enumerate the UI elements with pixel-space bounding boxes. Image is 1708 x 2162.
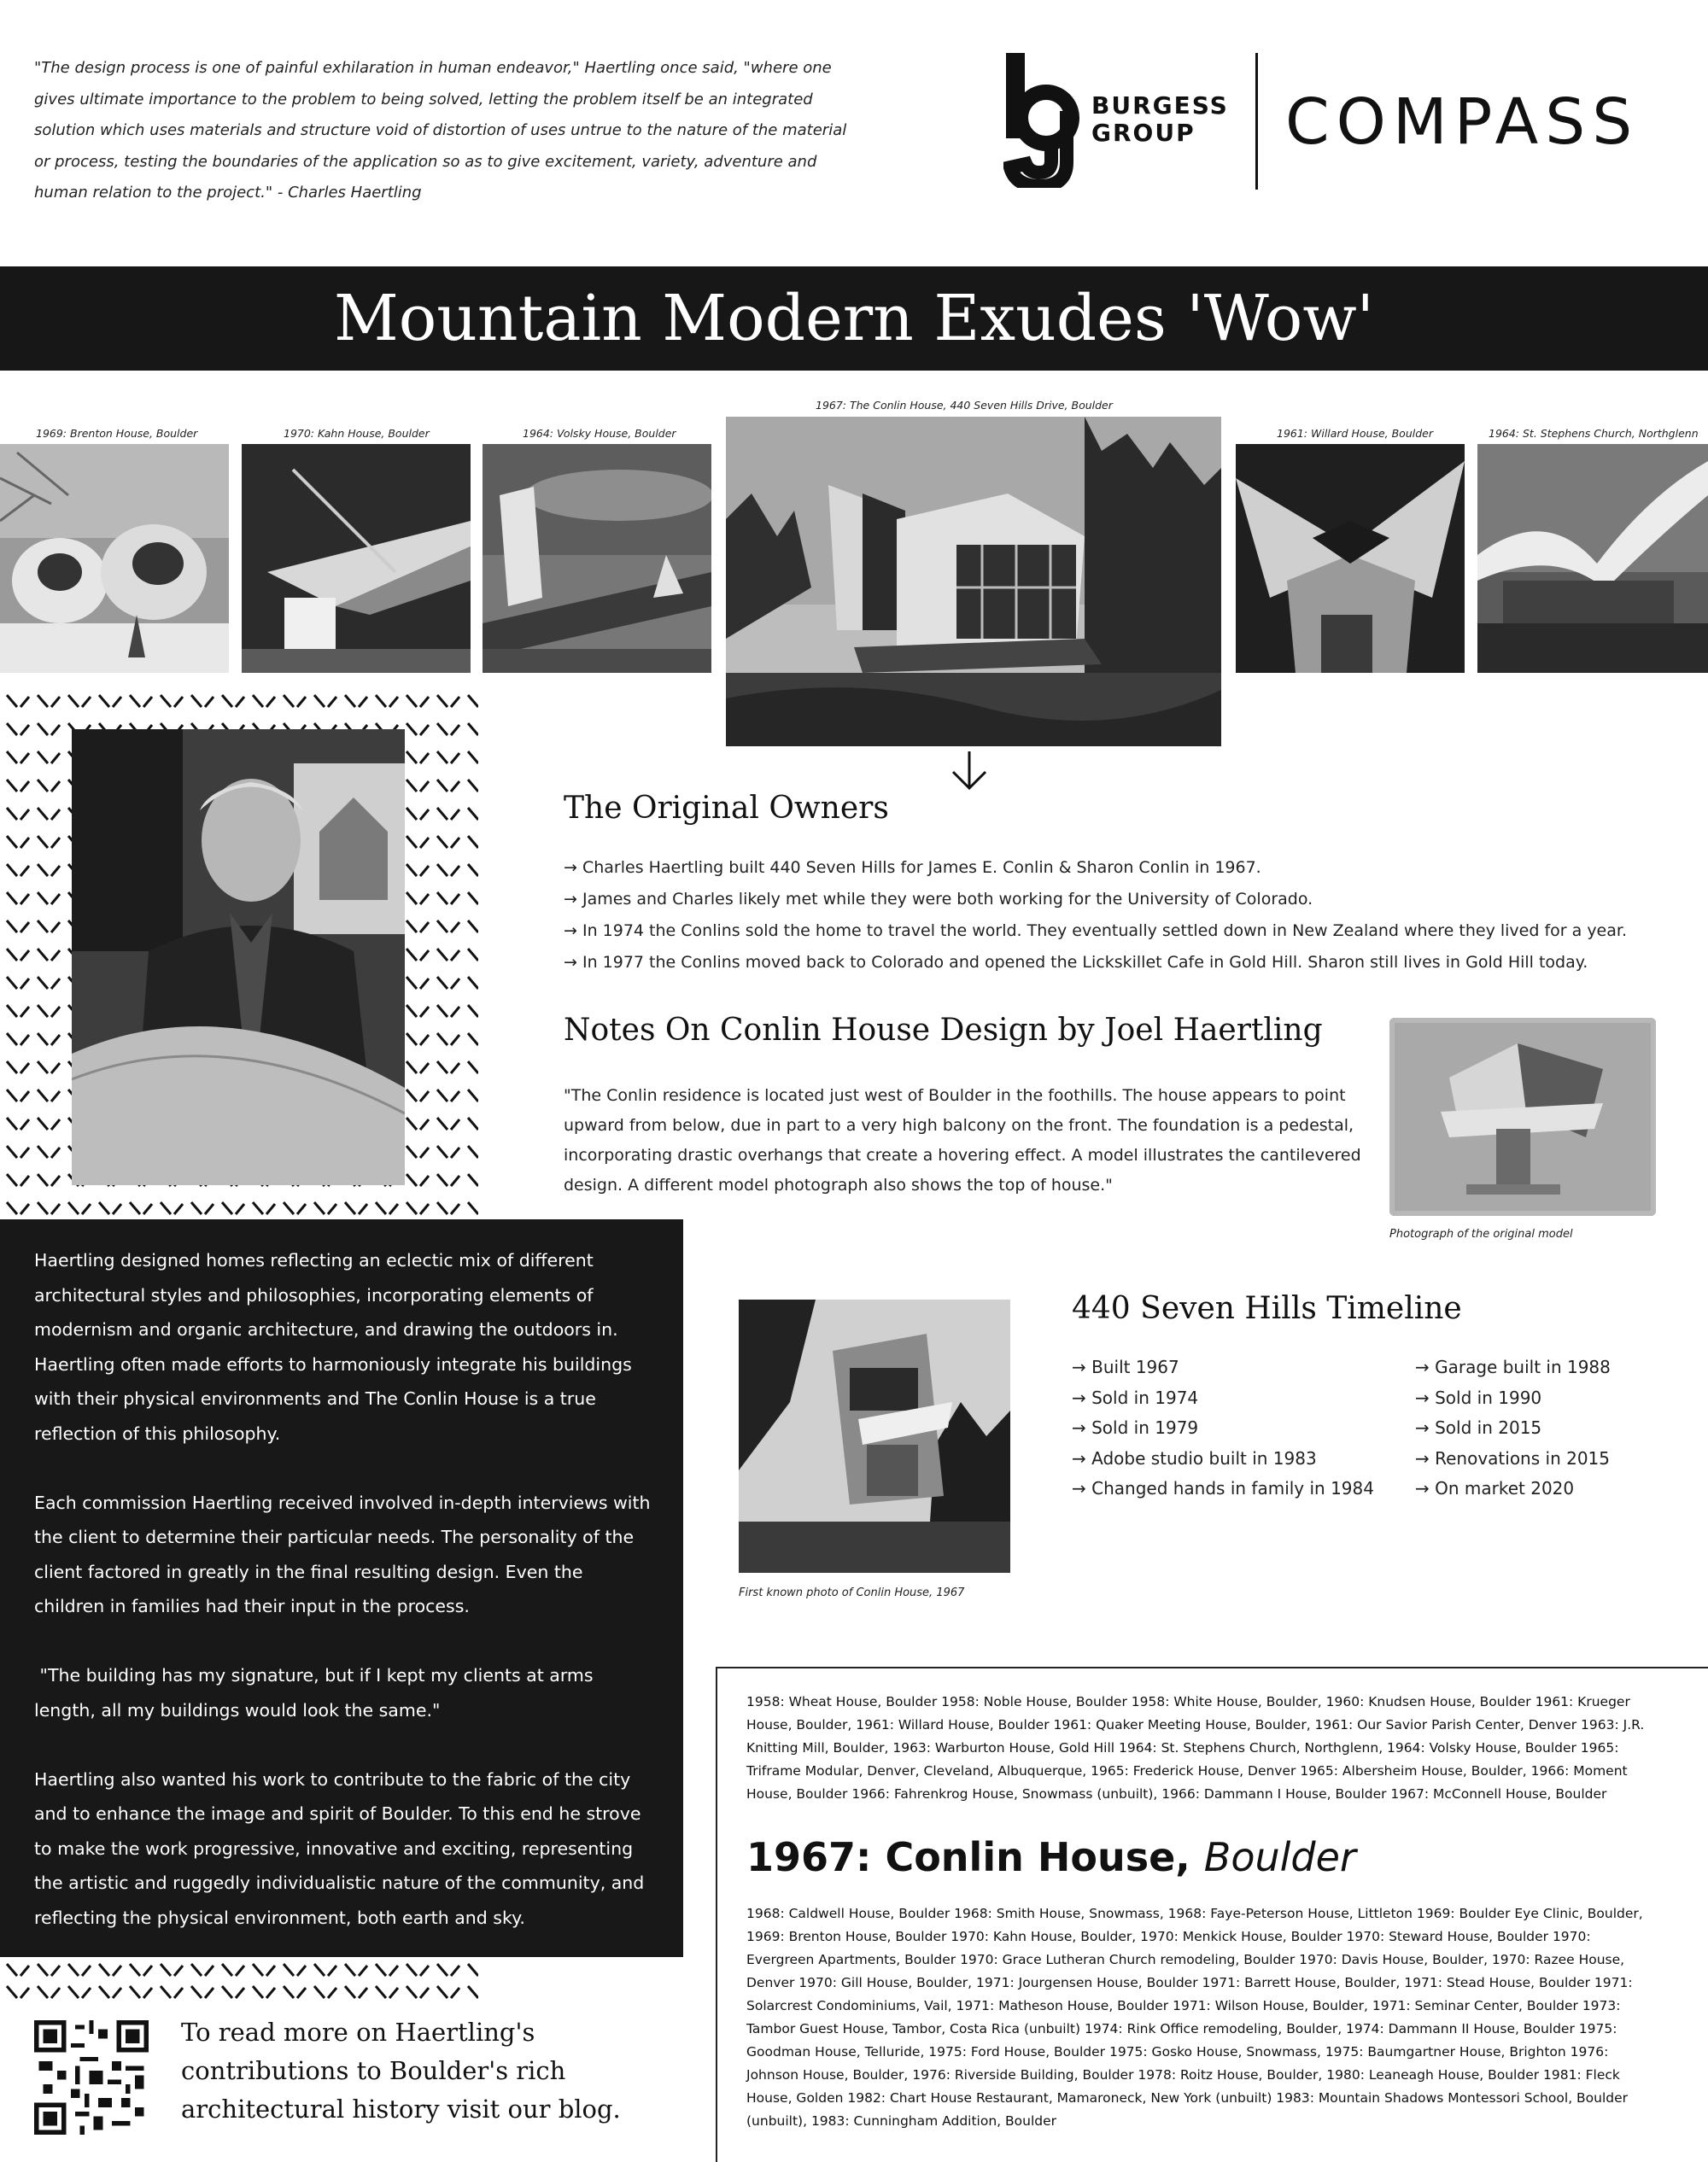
photo-caption-kahn: 1970: Kahn House, Boulder: [284, 427, 430, 440]
photo-caption-brenton: 1969: Brenton House, Boulder: [36, 427, 198, 440]
works-box-border-left: [716, 1667, 717, 2162]
about-paragraph: Haertling designed homes reflecting an eclectic mix of different architectural styles and philosophies, incorporating elements of modernism and organic architecture, and drawing the outdoors in. Haertling often made efforts to harmoniously integrate his buildings with their physical environments and The Conlin House is a true reflection of this philosophy.: [34, 1250, 632, 1444]
compass-logo: COMPASS: [1285, 85, 1640, 159]
timeline-item: → Sold in 2015: [1415, 1417, 1542, 1438]
st-stephens-church-image: [1477, 444, 1708, 673]
volsky-house-image: [483, 444, 711, 673]
header-quote: "The design process is one of painful exhilaration in human endeavor," Haertling once said, "where one gives ultimate importance to the problem to being solved, letting the problem itself be an integrated solution which uses materials and structure void of distortion of uses untrue to the nature of the material or process, testing the boundaries of the application so as to give excitement, variety, adventure and human relation to the project." - Charles Haertling: [34, 59, 847, 202]
portrait-charles-haertling: [72, 729, 405, 1185]
notes-heading: Notes On Conlin House Design by Joel Haertling: [564, 1013, 1323, 1048]
burgess-wordmark-line1: BURGESS: [1091, 91, 1229, 120]
blog-qr-code[interactable]: [34, 2020, 149, 2135]
owners-heading: The Original Owners: [564, 791, 889, 826]
photo-caption-conlin: 1967: The Conlin House, 440 Seven Hills Drive, Boulder: [816, 399, 1113, 412]
photo-caption-st-stephens: 1964: St. Stephens Church, Northglenn: [1489, 427, 1699, 440]
timeline-heading: 440 Seven Hills Timeline: [1072, 1291, 1462, 1326]
photo-caption-willard: 1961: Willard House, Boulder: [1277, 427, 1433, 440]
conlin-house-highlight: [746, 1834, 1356, 1880]
timeline-item: → Sold in 1979: [1072, 1417, 1199, 1438]
blog-cta-text: To read more on Haertling's contributions to Boulder's rich architectural history visit our blog.: [181, 2018, 621, 2124]
burgess-group-wordmark: [1091, 92, 1229, 147]
page-title: Mountain Modern Exudes 'Wow': [333, 282, 1375, 355]
owners-item: → In 1977 the Conlins moved back to Colorado and opened the Lickskillet Cafe in Gold Hill. Sharon still lives in Gold Hill today.: [564, 953, 1588, 972]
photo-caption-volsky: 1964: Volsky House, Boulder: [523, 427, 676, 440]
timeline-item: → Changed hands in family in 1984: [1072, 1478, 1374, 1499]
works-list-after: 1968: Caldwell House, Boulder 1968: Smith House, Snowmass, 1968: Faye-Peterson House, Littleton 1969: Boulder Eye Clinic, Boulder, 1969: Brenton House, Boulder 1970: Kahn House, Boulder, 1970: Menkick House, Boulder 1970: Steward House, Boulder 1970: Evergreen Apartments, Boulder 1970: Grace Lutheran Church remodeling, Boulder 1970: Davis House, Boulder, 1970: Razee House, Denver 1970: Gill House, Boulder, 1971: Jourgensen House, Boulder 1971: Barrett House, Boulder, 1971: Stead House, Boulder 1971: Solarcrest Condominiums, Vail, 1971: Matheson House, Boulder 1971: Wilson House, Boulder, 1971: Seminar Center, Boulder 1973: Tambor Guest House, Tambor, Costa Rica (unbuilt) 1974: Rink Office remodeling, Boulder, 1974: Dammann II House, Boulder 1975: Goodman House, Telluride, 1975: Ford House, Boulder 1975: Gosko House, Snowmass, 1975: Baumgartner House, Brighton 1976: Johnson House, Boulder, 1976: Riverside Building, Boulder 1978: Roitz House, Boulder, 1980: Leaneagh House, Boulder 1981: Fleck House, Golden 1982: Chart House Restaurant, Mamaroneck, New York (unbuilt) 1983: Mountain Shadows Montessori School, Boulder (unbuilt), 1983: Cunningham Addition, Boulder: [746, 1906, 1643, 2129]
photo-kahn-house: [242, 444, 471, 673]
works-list-before: 1958: Wheat House, Boulder 1958: Noble House, Boulder 1958: White House, Boulder, 1960: Knudsen House, Boulder 1961: Krueger House, Boulder, 1961: Willard House, Boulder 1961: Quaker Meeting House, Boulder, 1961: Our Savior Parish Center, Denver 1963: J.R. Knitting Mill, Boulder, 1963: Warburton House, Gold Hill 1964: St. Stephens Church, Northglenn, 1964: Volsky House, Boulder 1965: Triframe Modular, Denver, Cleveland, Albuquerque, 1965: Frederick House, Denver 1965: Albersheim House, Boulder, 1966: Moment House, Boulder 1966: Fahrenkrog House, Snowmass (unbuilt), 1966: Dammann I House, Boulder 1967: McConnell House, Boulder: [746, 1694, 1645, 1802]
logo-divider: [1255, 53, 1258, 190]
photo-original-model: [1389, 1018, 1656, 1216]
photo-volsky-house: [483, 444, 711, 673]
willard-house-image: [1236, 444, 1465, 673]
portrait-image: [72, 729, 405, 1185]
timeline-item: → Built 1967: [1072, 1357, 1179, 1377]
conlin-house-image: [726, 417, 1221, 746]
conlin-highlight-title: 1967: Conlin House,: [746, 1834, 1190, 1880]
timeline-item: → Sold in 1990: [1415, 1387, 1542, 1408]
model-image: [1389, 1018, 1656, 1216]
timeline-item: → Sold in 1974: [1072, 1387, 1199, 1408]
about-haertling-text: [34, 1243, 658, 1970]
timeline-column-1: [1072, 1353, 1374, 1505]
photo-brenton-house: [0, 444, 229, 673]
burgess-group-logo: [1003, 51, 1106, 188]
about-paragraph: Each commission Haertling received involved in-depth interviews with the client to determine their particular needs. The personality of the client factored in greatly in the final resulting design. Even the children in families had their input in the process.: [34, 1492, 651, 1616]
about-paragraph: Haertling also wanted his work to contribute to the fabric of the city and to enhance the image and spirit of Boulder. To this end he strove to make the work progressive, innovative and exciting, representing the artistic and ruggedly individualistic nature of the community, and reflecting the physical environment, both earth and sky.: [34, 1768, 645, 1928]
burgess-wordmark-line2: GROUP: [1091, 119, 1196, 147]
kahn-house-image: [242, 444, 471, 673]
photo-first-known-conlin: [739, 1300, 1010, 1573]
timeline-item: → Garage built in 1988: [1415, 1357, 1611, 1377]
photo-willard-house: [1236, 444, 1465, 673]
about-quote: "The building has my signature, but if I kept my clients at arms length, all my buildings would look the same.": [34, 1665, 600, 1721]
brenton-house-image: [0, 444, 229, 673]
owners-item: → James and Charles likely met while they were both working for the University of Colorado.: [564, 890, 1313, 909]
first-photo-caption: First known photo of Conlin House, 1967: [739, 1586, 965, 1599]
owners-item: → Charles Haertling built 440 Seven Hills for James E. Conlin & Sharon Conlin in 1967.: [564, 858, 1261, 877]
timeline-column-2: [1415, 1353, 1611, 1505]
timeline-item: → Adobe studio built in 1983: [1072, 1447, 1317, 1469]
arrow-down-icon: [948, 750, 991, 792]
photo-st-stephens-church: [1477, 444, 1708, 673]
owners-item: → In 1974 the Conlins sold the home to travel the world. They eventually settled down in New Zealand where they lived for a year.: [564, 921, 1628, 940]
model-caption: Photograph of the original model: [1389, 1228, 1573, 1241]
timeline-item: → On market 2020: [1415, 1478, 1575, 1499]
timeline-item: → Renovations in 2015: [1415, 1447, 1610, 1469]
photo-conlin-house-main: [726, 417, 1221, 746]
owners-list: [564, 852, 1691, 979]
works-box-border-top: [716, 1667, 1708, 1668]
first-photo-image: [739, 1300, 1010, 1573]
conlin-highlight-place: Boulder: [1203, 1834, 1356, 1880]
notes-text: "The Conlin residence is located just west of Boulder in the foothills. The house appears to point upward from below, due in part to a very high balcony on the front. The foundation is a pedestal, incorporating drastic overhangs that create a hovering effect. A model illustrates the cantilevered design. A different model photograph also shows the top of house.": [564, 1086, 1361, 1195]
